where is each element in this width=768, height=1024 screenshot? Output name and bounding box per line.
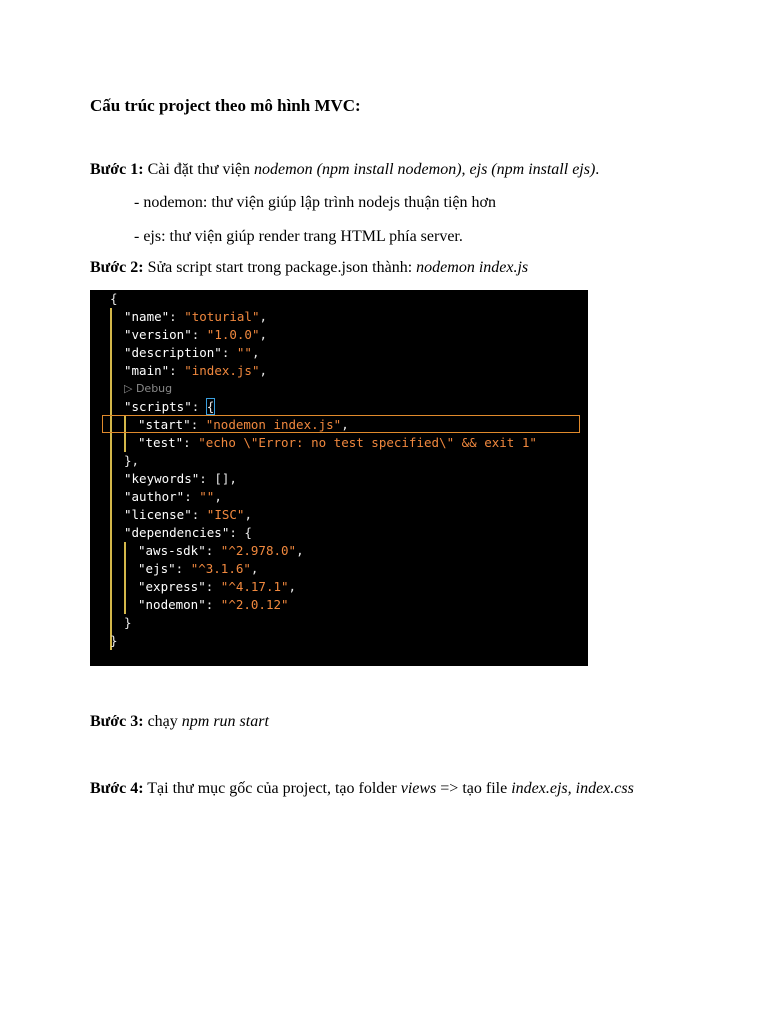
bullet-ejs: - ejs: thư viện giúp render trang HTML phía server. bbox=[134, 228, 463, 245]
code-line: "ejs": "^3.1.6", bbox=[138, 561, 259, 576]
step-4-text2: => tạo file bbox=[436, 780, 512, 797]
code-line: "version": "1.0.0", bbox=[124, 327, 268, 342]
code-line: "name": "toturial", bbox=[124, 309, 268, 324]
step-1-text: Cài đặt thư viện bbox=[143, 161, 254, 178]
step-1-italic: nodemon (npm install nodemon), ejs (npm install ejs) bbox=[254, 161, 596, 178]
step-3-text: chạy bbox=[143, 713, 182, 730]
step-4 bbox=[90, 777, 690, 800]
step-1-label: Bước 1: bbox=[90, 161, 144, 178]
code-line: "main": "index.js", bbox=[124, 363, 268, 378]
code-line: } bbox=[110, 633, 118, 648]
indent-guide bbox=[110, 308, 112, 650]
step-3-label: Bước 3: bbox=[90, 713, 144, 730]
page-heading: Cấu trúc project theo mô hình MVC: bbox=[90, 96, 361, 115]
code-line: "test": "echo \"Error: no test specified\" && exit 1" bbox=[138, 435, 537, 450]
step-2 bbox=[90, 258, 528, 278]
step-4-label: Bước 4: bbox=[90, 780, 144, 797]
code-line: "author": "", bbox=[124, 489, 222, 504]
step-2-italic: nodemon index.js bbox=[416, 259, 529, 276]
step-2-text: Sửa script start trong package.json thành: bbox=[143, 259, 417, 276]
step-4-italic-views: views bbox=[400, 780, 437, 797]
code-line: "scripts": { bbox=[124, 399, 215, 414]
code-line: }, bbox=[124, 453, 140, 468]
code-line: "nodemon": "^2.0.12" bbox=[138, 597, 289, 612]
code-line: "aws-sdk": "^2.978.0", bbox=[138, 543, 304, 558]
code-line: "keywords": [], bbox=[124, 471, 237, 486]
code-line: "dependencies": { bbox=[124, 525, 252, 540]
code-line: { bbox=[110, 291, 118, 306]
step-1 bbox=[90, 160, 599, 180]
code-line-start: "start": "nodemon index.js", bbox=[138, 417, 349, 432]
bullet-nodemon: - nodemon: thư viện giúp lập trình nodejs thuận tiện hơn bbox=[134, 194, 496, 211]
code-screenshot bbox=[90, 290, 588, 666]
code-line: "express": "^4.17.1", bbox=[138, 579, 297, 594]
code-line: } bbox=[124, 615, 132, 630]
step-2-label: Bước 2: bbox=[90, 259, 144, 276]
code-line: "description": "", bbox=[124, 345, 260, 360]
debug-codelens[interactable]: ▷ Debug bbox=[124, 382, 173, 395]
code-line: "license": "ISC", bbox=[124, 507, 252, 522]
step-1-end: . bbox=[595, 161, 600, 178]
indent-guide bbox=[124, 542, 126, 614]
step-4-italic-files: index.ejs, index.css bbox=[511, 780, 634, 797]
step-3 bbox=[90, 712, 269, 732]
step-4-text: Tại thư mục gốc của project, tạo folder bbox=[143, 780, 401, 797]
step-3-italic: npm run start bbox=[181, 713, 269, 730]
